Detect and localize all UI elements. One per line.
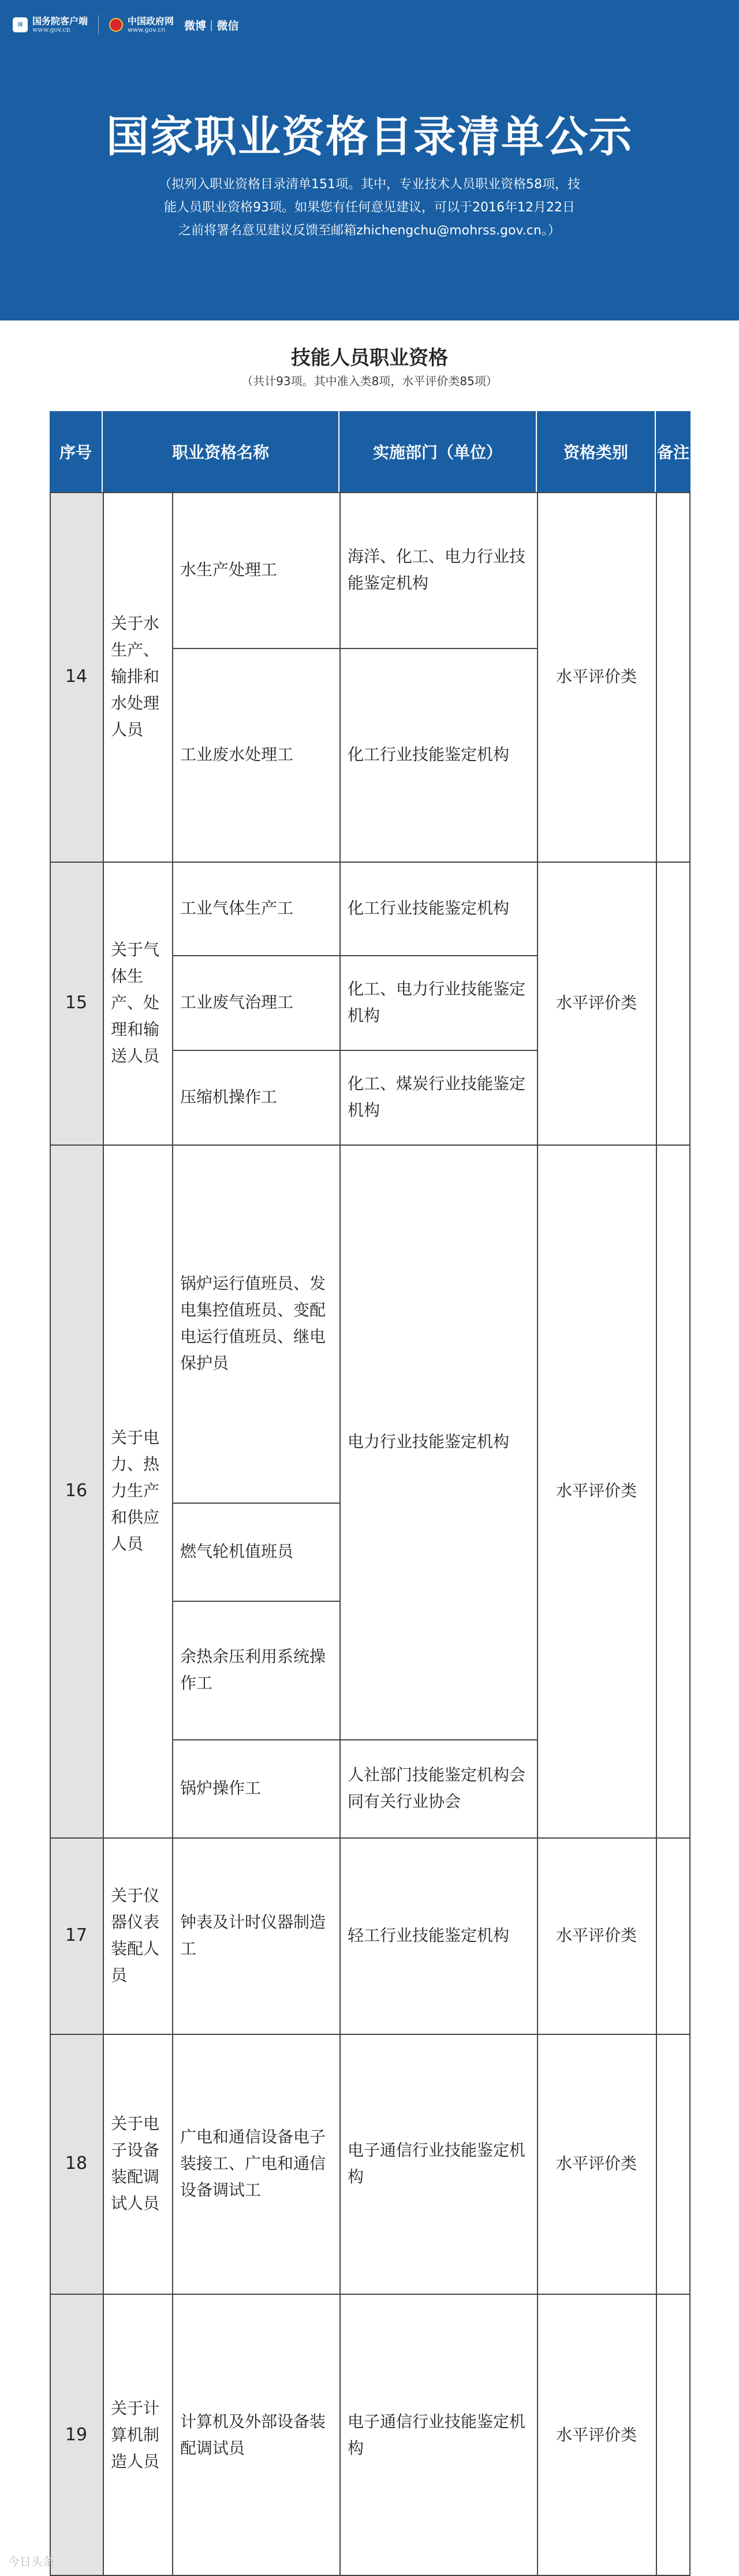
section-title: 技能人员职业资格: [291, 346, 448, 370]
note-cell: [656, 492, 691, 862]
job-name: 锅炉操作工: [180, 1779, 262, 1798]
social-links: [184, 17, 238, 33]
row-name: 关于计算机制造人员: [111, 2398, 160, 2471]
job-name: 压缩机操作工: [180, 1087, 278, 1106]
dept-name: 轻工行业技能鉴定机构: [348, 1926, 510, 1945]
note-cell: [656, 862, 691, 1145]
dept-name: 电力行业技能鉴定机构: [348, 1432, 510, 1451]
grid-line: [172, 492, 173, 2576]
grid-line: [172, 1050, 537, 1051]
grid-line: [656, 492, 657, 2576]
dept-name: 化工行业技能鉴定机构: [348, 745, 510, 764]
intro-line: 能人员职业资格93项。如果您有任何意见建议，可以于2016年12月22日: [164, 200, 575, 215]
grid-line: [50, 492, 691, 493]
col-header-name: 职业资格名称: [103, 411, 339, 492]
section-subtitle: （共计93项。其中准入类8项，水平评价类85项）: [241, 374, 498, 388]
grid-line: [50, 2294, 691, 2295]
note-cell: [656, 2294, 691, 2576]
header-banner: [0, 0, 739, 320]
category-cell: 水平评价类: [555, 2154, 637, 2173]
grid-line: [172, 1739, 537, 1740]
dept-name: 海洋、化工、电力行业技能鉴定机构: [348, 547, 526, 592]
row-seq: 16: [50, 1145, 103, 1837]
grid-line: [50, 2034, 691, 2035]
grid-line: [339, 492, 341, 2576]
dept-name: 电子通信行业技能鉴定机构: [348, 2411, 526, 2458]
category-cell: 水平评价类: [555, 667, 637, 686]
weibo-link[interactable]: 微博: [184, 19, 207, 32]
grid-line: [537, 492, 538, 2576]
intro-text: [130, 173, 609, 243]
job-name: 余热余压利用系统操作工: [180, 1647, 326, 1693]
col-header-category: 资格类别: [537, 411, 656, 492]
grid-line: [50, 1837, 691, 1839]
note-cell: [656, 1145, 691, 1837]
row-seq: 14: [50, 492, 103, 862]
gov-logo-label: 中国政府网: [128, 16, 174, 27]
row-seq: 17: [50, 1837, 103, 2034]
category-cell: 水平评价类: [555, 2425, 637, 2444]
job-name: 工业废气治理工: [180, 993, 294, 1012]
row-seq: 18: [50, 2034, 103, 2294]
row-name: 关于电力、热力生产和供应人员: [111, 1428, 160, 1553]
row-name: 关于电子设备装配调试人员: [111, 2114, 160, 2213]
job-name: 计算机及外部设备装配调试员: [180, 2411, 326, 2458]
dept-name: 人社部门技能鉴定机构会同有关行业协会: [348, 1765, 526, 1811]
dept-name: 电子通信行业技能鉴定机构: [348, 2141, 526, 2186]
row-seq: 15: [50, 862, 103, 1145]
dept-name: 化工行业技能鉴定机构: [348, 899, 510, 918]
app-logo-label: 国务院客户端: [32, 16, 88, 27]
gov-logo[interactable]: [128, 16, 174, 33]
row-name: 关于水生产、输排和水处理人员: [111, 614, 160, 739]
grid-line: [172, 1503, 339, 1504]
grid-line: [172, 1601, 339, 1602]
logo-divider: [98, 15, 99, 35]
row-name: 关于仪器仪表装配人员: [111, 1886, 160, 1985]
category-cell: 水平评价类: [555, 1481, 637, 1500]
grid-line: [50, 492, 51, 2576]
note-cell: [656, 2034, 691, 2294]
national-emblem-icon: [109, 18, 123, 32]
job-name: 燃气轮机值班员: [180, 1542, 294, 1561]
category-cell: 水平评价类: [555, 1926, 637, 1945]
job-name: 钟表及计时仪器制造工: [180, 1913, 326, 1958]
app-logo-icon: 国: [13, 17, 28, 32]
intro-line: 之前将署名意见建议反馈至邮箱zhichengchu@mohrss.gov.cn。）: [178, 223, 561, 238]
row-name: 关于气体生产、处理和输送人员: [111, 940, 160, 1065]
col-header-note: 备注: [656, 411, 691, 492]
job-name: 工业气体生产工: [180, 899, 294, 918]
page-title: 国家职业资格目录清单公示: [106, 112, 633, 162]
col-header-dept: 实施部门（单位）: [339, 411, 537, 492]
job-name: 工业废水处理工: [180, 745, 294, 764]
watermark: 今日头条: [8, 2555, 54, 2568]
job-name: 水生产处理工: [180, 560, 278, 579]
dept-name: 化工、煤炭行业技能鉴定机构: [348, 1074, 526, 1120]
grid-line: [689, 492, 691, 2576]
grid-line: [172, 648, 537, 649]
row-seq: 19: [50, 2294, 103, 2576]
top-logo-bar: [13, 10, 238, 39]
col-header-seq: 序号: [50, 411, 103, 492]
social-separator: |: [210, 18, 214, 31]
qualification-table: [50, 411, 691, 2576]
note-cell: [656, 1837, 691, 2034]
job-name: 锅炉运行值班员、发电集控值班员、变配电运行值班员、继电保护员: [180, 1274, 326, 1373]
grid-line: [50, 862, 691, 863]
app-logo-url: www.gov.cn: [32, 25, 70, 33]
job-name: 广电和通信设备电子装接工、广电和通信设备调试工: [180, 2127, 326, 2200]
category-cell: 水平评价类: [555, 993, 637, 1012]
grid-line: [50, 1145, 691, 1146]
app-logo[interactable]: [32, 16, 88, 33]
wechat-link[interactable]: 微信: [217, 19, 239, 32]
gov-logo-url: www.gov.cn: [128, 25, 166, 33]
intro-line: （拟列入职业资格目录清单151项。其中，专业技术人员职业资格58项，技: [159, 177, 580, 192]
grid-line: [103, 492, 104, 2576]
grid-line: [172, 955, 537, 956]
dept-name: 化工、电力行业技能鉴定机构: [348, 979, 526, 1025]
